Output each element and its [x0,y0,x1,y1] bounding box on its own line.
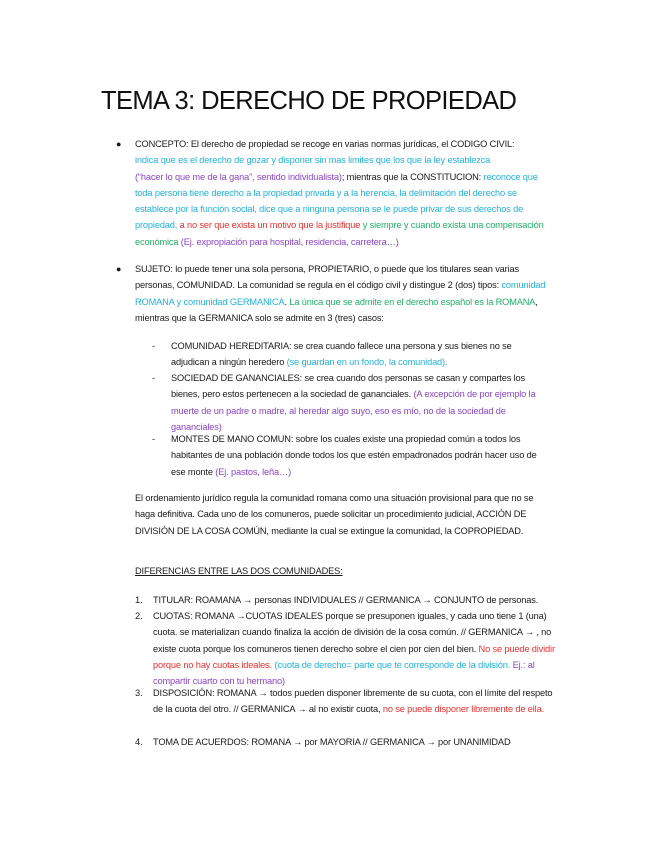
sujeto-intro: SUJETO: lo puede tener una sola persona, PROPIETARIO, o puede que los titulares sean varias personas, COMUNIDAD. La comunidad se regula en el código civil y distingue 2 (dos) tipos: [135,264,519,291]
diff-num-1: 1. [135,595,143,605]
diff-purple: Ej.: al compartir cuarto con tu hermano) [153,659,535,687]
diff-red: no se puede disponer libremente de ella. [380,704,544,715]
concepto-line1: CONCEPTO: El derecho de propiedad se recoge en varias normas jurídicas, el CODIGO CIVIL: [135,139,515,149]
case-note: (A excepción de por ejemplo la muerte de un padre o madre, al heredar algo suyo, eso es mío, no de la sociedad de gananciales) [171,389,536,432]
case-item-3 [171,431,549,480]
concepto-civil-def: indica que es el derecho de gozar y disponer sin mas limites que los que la ley establezca [135,155,491,166]
concepto-const-def: reconoce que toda persona tiene derecho a la propiedad privada y a la herencia, la delimitación del derecho se establece por la función social, dice que a ninguna persona se le puede privar de sus derechos de propiedad, [135,171,538,231]
case-item-2 [171,370,549,435]
concepto-compensation: y siempre y cuando exista una compensación económica [135,220,544,247]
case-dash-1: - [152,341,155,351]
diff-text: TITULAR: ROAMANA → personas INDIVIDUALES // GERMANICA → CONJUNTO de personas. [153,595,539,605]
concepto-exception: a no ser que exista un motivo que la justifique [177,220,361,231]
concepto-mid: ; mientras que la CONSTITUCION: [341,171,482,182]
diferencias-heading: DIFERENCIAS ENTRE LAS DOS COMUNIDADES: [135,566,343,576]
case-item-1 [171,338,549,371]
case-note: (Ej. pastos, leña…) [212,466,292,477]
bullet-concepto: ● [116,139,122,149]
concepto-paragraph [135,136,555,250]
diff-item-3 [153,685,558,718]
diff-num-2: 2. [135,611,143,621]
case-text: COMUNIDAD HEREDITARIA: se crea cuando fallece una persona y sus bienes no se adjudican a ningún heredero [171,341,512,368]
concepto-civil-note: (“hacer lo que me de la gana”, sentido individualista) [135,171,342,182]
diff-num-3: 3. [135,688,143,698]
diff-text: DISPOSICIÓN: ROMANA → todos pueden disponer libremente de su cuota, con el límite del respeto de la cuota del otro. // GERMANICA → al no existir cuota, [153,688,553,715]
sujeto-rest: , mientras que la GERMANICA solo se admite en 3 (tres) casos: [135,296,538,323]
sujeto-types: comunidad ROMANA y comunidad GERMANICA [135,280,546,307]
diff-item-2 [153,608,558,689]
diff-red: No se puede dividir porque no hay cuotas ideales. [153,643,555,670]
diff-num-4: 4. [135,737,143,747]
bullet-sujeto: ● [116,264,122,274]
diff-text: CUOTAS: ROMANA →CUOTAS IDEALES porque se presuponen iguales, y cada uno tiene 1 (una) cuota. se materializan cuando finaliza la acción de división de la cosa común. // GERMANICA → , no existe cuota porque los comuneros tienen derecho sobre el cien por cien del bien. [153,611,552,654]
sujeto-only: La única que se admite en el derecho español es la ROMANA [289,296,536,307]
concepto-example: (Ej. expropiación para hospital, residencia, carretera…) [178,236,399,247]
diff-item-4 [153,734,558,750]
ordenamiento-paragraph: El ordenamiento jurídico regula la comunidad romana como una situación provisional para que no se haga definitiva. Cada uno de los comuneros, puede solicitar un procedimiento judicial, ACCIÓN DE DIVISIÓN DE LA COSA COMÚN, mediante la cual se extingue la comunidad, la COPROPIEDAD. [135,493,534,536]
diff-text: TOMA DE ACUERDOS: ROMANA → por MAYORIA // GERMANICA → por UNANIMIDAD [153,737,511,747]
case-text: MONTES DE MANO COMUN: sobre los cuales existe una propiedad común a todos los habitantes de una población donde todos los que estén empadronados podrán hacer uso de ese monte [171,434,537,477]
sujeto-paragraph [135,261,555,326]
page-title: TEMA 3: DERECHO DE PROPIEDAD [101,87,517,115]
case-dash-2: - [152,373,155,383]
sujeto-dot: . [284,296,290,307]
case-dash-3: - [152,434,155,444]
diff-blue: (cuota de derecho= parte que te corresponde de la división. [272,659,511,670]
diff-item-1 [153,592,558,608]
case-note: (se guardan en un fondo, la comunidad). [284,357,448,368]
case-text: SOCIEDAD DE GANANCIALES: se crea cuando dos personas se casan y compartes los bienes, pero estos pertenecen a la sociedad de gananciales. [171,373,525,400]
